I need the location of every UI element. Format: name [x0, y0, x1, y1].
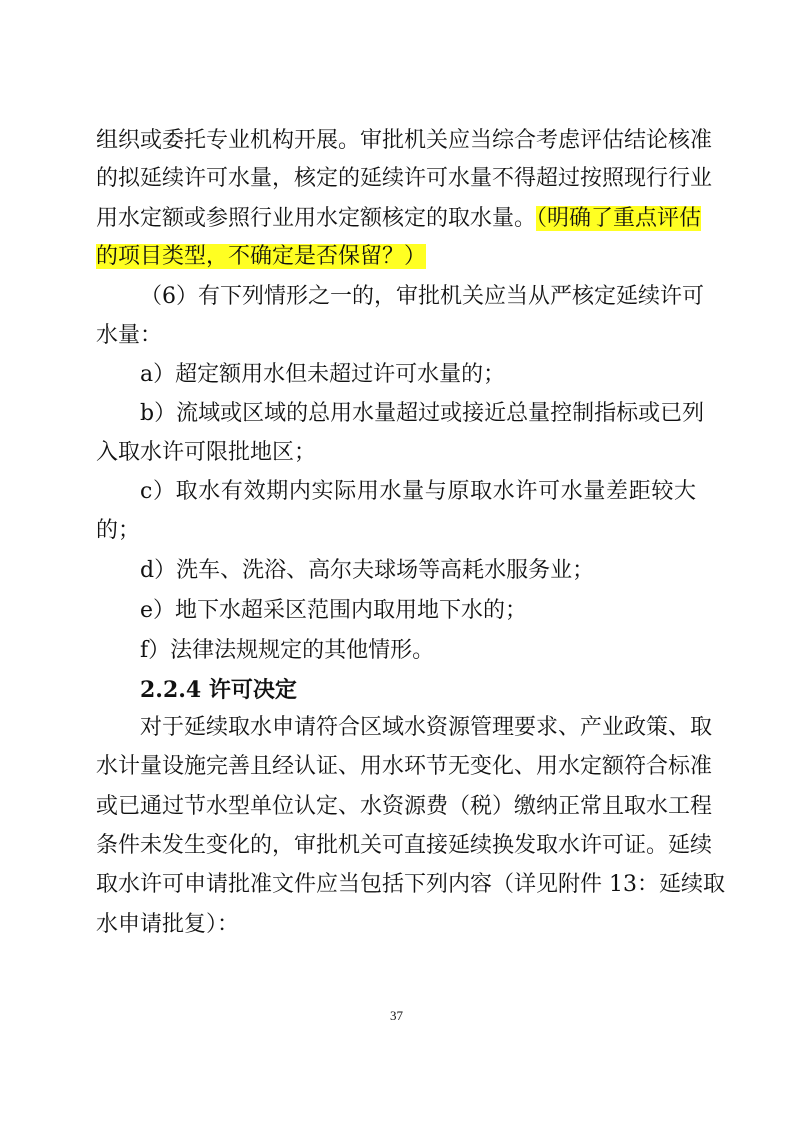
- paragraph-2-line-1: （6）有下列情形之一的，审批机关应当从严核定延续许可: [140, 284, 704, 309]
- paragraph-1-line-3-text: 用水定额或参照行业用水定额核定的取水量。: [96, 206, 537, 231]
- list-item-b-line-1: b）流域或区域的总用水量超过或接近总量控制指标或已列: [140, 401, 705, 426]
- list-item-c-line-1: c）取水有效期内实际用水量与原取水许可水量差距较大: [140, 479, 696, 504]
- paragraph-1-line-1: 组织或委托专业机构开展。审批机关应当综合考虑评估结论核准: [96, 128, 713, 153]
- highlighted-comment: （明确了重点评估: [536, 206, 702, 231]
- page-number: 37: [390, 1008, 403, 1023]
- section-heading: 2.2.4 许可决定: [140, 677, 297, 703]
- paragraph-1-line-3: [96, 204, 701, 234]
- paragraph-3-line-1: 对于延续取水申请符合区域水资源管理要求、产业政策、取: [140, 715, 713, 740]
- paragraph-3-line-4: 条件未发生变化的，审批机关可直接延续换发取水许可证。延续: [96, 833, 713, 858]
- paragraph-3-line-2: 水计量设施完善且经认证、用水环节无变化、用水定额符合标准: [96, 754, 713, 779]
- paragraph-3-line-3: 或已通过节水型单位认定、水资源费（税）缴纳正常且取水工程: [96, 794, 713, 819]
- list-item-c-line-2: 的；: [96, 518, 141, 543]
- highlighted-comment-continued: 的项目类型，不确定是否保留？）: [96, 244, 427, 269]
- paragraph-1-line-4: [96, 242, 426, 272]
- paragraph-3-line-6: 水申请批复）：: [96, 912, 240, 937]
- paragraph-3-line-5: 取水许可申请批准文件应当包括下列内容（详见附件 13：延续取: [96, 872, 725, 897]
- list-item-a: a）超定额用水但未超过许可水量的；: [140, 362, 506, 387]
- paragraph-2-line-2: 水量：: [96, 323, 163, 348]
- paragraph-1-line-2: 的拟延续许可水量，核定的延续许可水量不得超过按照现行行业: [96, 166, 713, 191]
- list-item-f: f）法律法规规定的其他情形。: [140, 638, 435, 663]
- list-item-b-line-2: 入取水许可限批地区；: [96, 440, 317, 465]
- list-item-d: d）洗车、洗浴、高尔夫球场等高耗水服务业；: [140, 558, 595, 583]
- list-item-e: e）地下水超采区范围内取用地下水的；: [140, 598, 528, 623]
